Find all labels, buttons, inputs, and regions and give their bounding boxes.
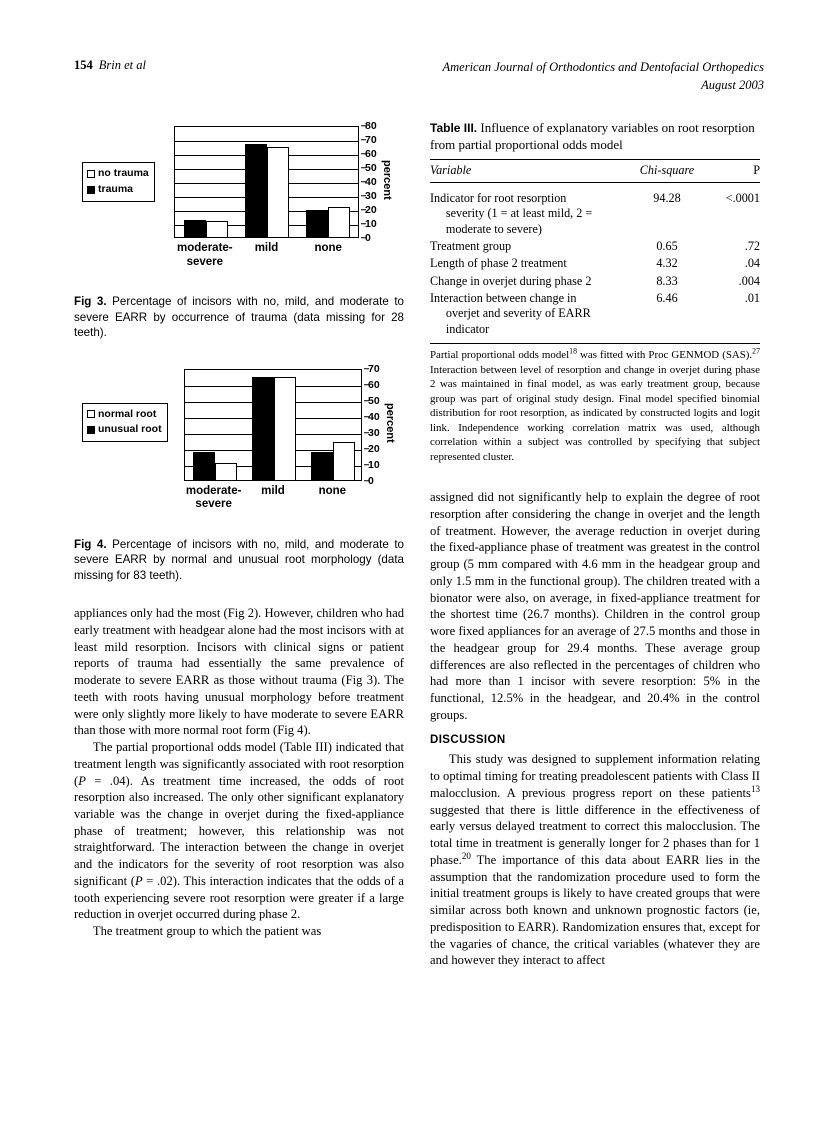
figure-3-caption (74, 294, 404, 341)
table-footnote-a: Partial proportional odds model (430, 349, 570, 362)
fig4-x-label-mild: mild (261, 484, 285, 497)
table-3-title-text: Influence of explanatory variables on root resorption from partial proportional odds model (430, 120, 755, 152)
fig3-x-label-mild: mild (254, 242, 279, 254)
table-3-footnote (430, 348, 760, 464)
fig4-y-axis-label: percent (384, 402, 396, 443)
p-symbol: P (134, 873, 143, 888)
fig4-legend-label: unusual root (98, 423, 162, 436)
fig4-x-labels (184, 485, 362, 512)
fig3-bar-trauma-none (306, 210, 328, 238)
fig4-legend (82, 403, 168, 443)
running-head (74, 58, 764, 94)
table-col-p: P (710, 159, 760, 182)
fig4-bar-unusual-root-none (311, 452, 333, 481)
fig3-group-none (298, 127, 359, 238)
table-cell-chi-square: 8.33 (656, 273, 678, 288)
table-cell-variable (430, 290, 624, 338)
table-cell-variable-main: Interaction between change in (430, 291, 577, 306)
right-paragraph-2-a: This study was designed to supplement information relating to optimal timing for treating preadolescent patients with Class II malocclusion. A previous progress report on these patients (430, 752, 760, 800)
fig3-plot-frame (174, 126, 359, 238)
table-bottom-rule (430, 343, 760, 344)
fig4-tick-label: 30 (368, 426, 380, 439)
right-paragraph-2-c: The importance of this data about EARR lies in the assumption that the randomization procedure used to form the initial treatment groups is likely to have created groups that were similar across both known and unknown prognostic factors (ie, predisposition to EARR). Randomization ensures that, except for the vagaries of chance, the critical variables (whatever they are and however they interact to affect (430, 852, 760, 968)
fig4-bars (185, 370, 362, 481)
fig4-x-label-none: none (318, 484, 347, 497)
fig3-bar-trauma-moderate-severe (184, 220, 206, 238)
fig3-group-moderate-severe (175, 127, 236, 238)
table-3-body (430, 182, 760, 338)
running-head-authors: Brin et al (98, 58, 146, 72)
legend-swatch-icon (87, 186, 95, 194)
table-cell-chi-square: 6.46 (656, 291, 678, 306)
left-paragraph-2-c: = .02). This interaction indicates that the odds of a tooth experiencing severe root resorption were greater if a large reduction in overjet occurred during phase 2. (74, 873, 404, 922)
footnote-ref-18: 18 (569, 346, 577, 356)
fig3-bar-no-trauma-moderate-severe (206, 221, 228, 238)
fig3-tick-label: 40 (365, 175, 377, 188)
fig3-tick-label: 30 (365, 189, 377, 202)
journal-title: American Journal of Orthodontics and Dentofacial Orthopedics (442, 60, 764, 74)
table-footnote-c: Interaction between level of resorption and change in overjet during phase 2 was maintained in final model, as was early treatment group, because group was part of original study design. Final model specified binomial distribution for root resorption, as indicated by constructed logits and logit link. Independence working correlation matrix was used, although correlation within a subject was controlled by specifying that subject represented cluster. (430, 363, 760, 463)
left-column (74, 120, 404, 940)
fig4-bar-normal-root-none (333, 442, 355, 480)
running-head-right (443, 58, 765, 94)
p-symbol: P (78, 773, 86, 788)
figure-3 (74, 120, 404, 341)
table-row (430, 255, 760, 272)
fig4-bar-normal-root-moderate-severe (215, 463, 237, 481)
table-cell-p: .04 (744, 256, 760, 271)
fig3-plot-area (74, 120, 404, 280)
fig3-legend-item-trauma (87, 182, 149, 198)
fig4-bar-normal-root-mild (274, 377, 296, 481)
table-row (430, 290, 760, 338)
right-paragraph-2 (430, 751, 760, 969)
table-cell-chi-square: 4.32 (656, 256, 678, 271)
ref-20: 20 (461, 850, 471, 861)
running-head-left (74, 58, 146, 73)
figure-4 (74, 363, 404, 584)
right-column (430, 120, 760, 969)
fig4-bar-unusual-root-mild (252, 377, 274, 481)
right-paragraph-2-b: suggested that there is little difference in the effectiveness of early versus delayed treatment to correct this malocclusion. The total time in treatment is generally longer for 2 phases than for 1 phase. (430, 802, 760, 867)
fig4-tick-label: 50 (368, 394, 380, 407)
fig3-tick-label: 80 (365, 119, 377, 132)
footnote-ref-27: 27 (752, 346, 760, 356)
left-paragraph-1: appliances only had the most (Fig 2). However, children who had early treatment with headgear alone had the most incisors with at least mild resorption. Incisors with clinical signs or patient reports of trauma had essentially the same prevalence of moderate to severe EARR as those without trauma (Fig 3). The teeth with roots having unusual morphology before treatment were only slightly more likely to have moderate to severe EARR than those with more normal root form (Fig 4). (74, 606, 404, 738)
fig4-tick-label: 0 (368, 474, 374, 487)
table-cell-p: .01 (744, 291, 760, 306)
fig3-bars (175, 127, 359, 238)
table-footnote-b: was fitted with Proc GENMOD (SAS). (576, 349, 753, 362)
table-col-variable: Variable (430, 159, 624, 182)
page-number: 154 (74, 58, 93, 72)
legend-swatch-icon (87, 410, 95, 418)
table-3-head (430, 159, 760, 182)
fig3-group-mild (236, 127, 297, 238)
section-heading-discussion: DISCUSSION (430, 734, 506, 747)
fig3-tick-label: 0 (365, 231, 371, 244)
legend-swatch-icon (87, 426, 95, 434)
fig3-tick-label: 60 (365, 147, 377, 160)
fig3-tick-label: 70 (365, 133, 377, 146)
figure-4-label: Fig 4. (74, 537, 107, 551)
fig4-plot-frame (184, 369, 362, 481)
left-paragraph-2-a: The partial proportional odds model (Table III) indicated that treatment length was significantly associated with root resorption ( (74, 740, 404, 788)
figure-3-chart (74, 120, 404, 280)
fig3-x-label-none: none (314, 242, 342, 254)
table-cell-p: .72 (744, 238, 760, 253)
table-cell-variable: Length of phase 2 treatment (430, 256, 567, 271)
table-cell-chi-square: 94.28 (653, 190, 681, 205)
fig3-tick-label: 20 (365, 203, 377, 216)
table-3-grid (430, 159, 760, 338)
legend-swatch-icon (87, 170, 95, 178)
table-row (430, 182, 760, 238)
fig3-tick-label: 50 (365, 161, 377, 174)
table-row (430, 273, 760, 290)
table-row (430, 238, 760, 255)
fig4-bar-unusual-root-moderate-severe (193, 452, 215, 481)
fig4-tick-label: 10 (368, 458, 380, 471)
table-cell-variable: Treatment group (430, 238, 512, 253)
figure-4-caption (74, 537, 404, 584)
fig3-x-labels (174, 242, 359, 269)
table-3 (430, 120, 760, 464)
table-cell-variable-main: Indicator for root resorption (430, 190, 567, 205)
left-paragraph-3: The treatment group to which the patient was (92, 924, 322, 939)
table-cell-variable (430, 182, 624, 238)
fig3-legend-label: no trauma (98, 167, 149, 179)
table-cell-chi-square: 0.65 (656, 238, 678, 253)
issue-date: August 2003 (701, 78, 764, 93)
right-paragraph-1: assigned did not significantly help to explain the degree of root resorption after considering the change in overjet and the length of treatment. However, the average reduction in overjet during the fixed-appliance phase of treatment was greatest in the control group (5 mm compared with 4.6 mm in the headgear group and only 1.5 mm in the functional group). The children treated with a bionator were also, on average, in fixed-appliance treatment for the shortest time (26.7 months). Children in the control group wore fixed appliances for an average of 27.5 months and those in the headgear group for 29.4 months. These average group differences are also reflected in the percentages of children who had more than 1 incisor with severe resorption: 5% in the functional, 12.5% in the headgear, and 20.4% in the control groups. (430, 490, 760, 722)
fig4-group-none (303, 370, 362, 481)
fig3-y-axis-label: percent (381, 160, 393, 200)
fig3-x-label-moderate-severe: moderate- severe (177, 242, 233, 268)
figure-3-caption-text: Percentage of incisors with no, mild, and moderate to severe EARR by occurrence of trauma (data missing for 28 teeth). (74, 295, 404, 340)
fig4-legend-item-normal-root (87, 407, 162, 423)
fig4-tick-label: 60 (368, 378, 380, 391)
table-header-row (430, 159, 760, 182)
fig3-legend-item-no-trauma (87, 166, 149, 182)
table-3-title (430, 120, 760, 154)
table-cell-p: .004 (738, 273, 760, 288)
ref-13: 13 (750, 783, 760, 794)
table-cell-variable-cont: overjet and severity of EARR indicator (445, 306, 591, 336)
fig4-tick-label: 20 (368, 442, 380, 455)
fig3-bar-trauma-mild (245, 144, 267, 238)
fig4-group-moderate-severe (185, 370, 244, 481)
fig4-tick-label: 40 (368, 410, 380, 423)
fig4-tick-label: 70 (368, 362, 380, 375)
left-paragraph-2-b: = .04). As treatment time increased, the odds of root resorption also increased. The only other significant explanatory variable was the change in overjet during the fixed-appliance phase of treatment; however, this relationship was not straightforward. The interaction between the change in overjet and the indicators for the severity of root resorption was also significant ( (74, 773, 404, 888)
fig3-tick-label: 10 (365, 217, 377, 230)
left-paragraph-2 (74, 739, 404, 923)
table-col-chi-square: Chi-square (624, 159, 710, 182)
fig3-legend (82, 162, 155, 202)
fig3-legend-label: trauma (98, 182, 134, 195)
figure-3-label: Fig 3. (74, 295, 107, 308)
table-cell-variable: Change in overjet during phase 2 (430, 273, 592, 288)
table-3-label: Table III. (430, 121, 478, 135)
table-cell-p: <.0001 (725, 190, 760, 205)
fig4-legend-item-unusual-root (87, 422, 162, 438)
table-cell-variable-cont: severity (1 = at least mild, 2 = moderate to severe) (445, 206, 593, 236)
figure-4-chart (74, 363, 404, 523)
fig4-group-mild (244, 370, 303, 481)
fig3-bar-no-trauma-mild (267, 147, 289, 238)
fig4-plot-area (74, 363, 404, 523)
fig4-legend-label: normal root (98, 407, 157, 420)
fig3-bar-no-trauma-none (328, 207, 350, 238)
figure-4-caption-text: Percentage of incisors with no, mild, and moderate to severe EARR by normal and unusual root morphology (data missing for 83 teeth). (74, 537, 404, 582)
fig4-x-label-moderate-severe: moderate- severe (185, 484, 242, 511)
